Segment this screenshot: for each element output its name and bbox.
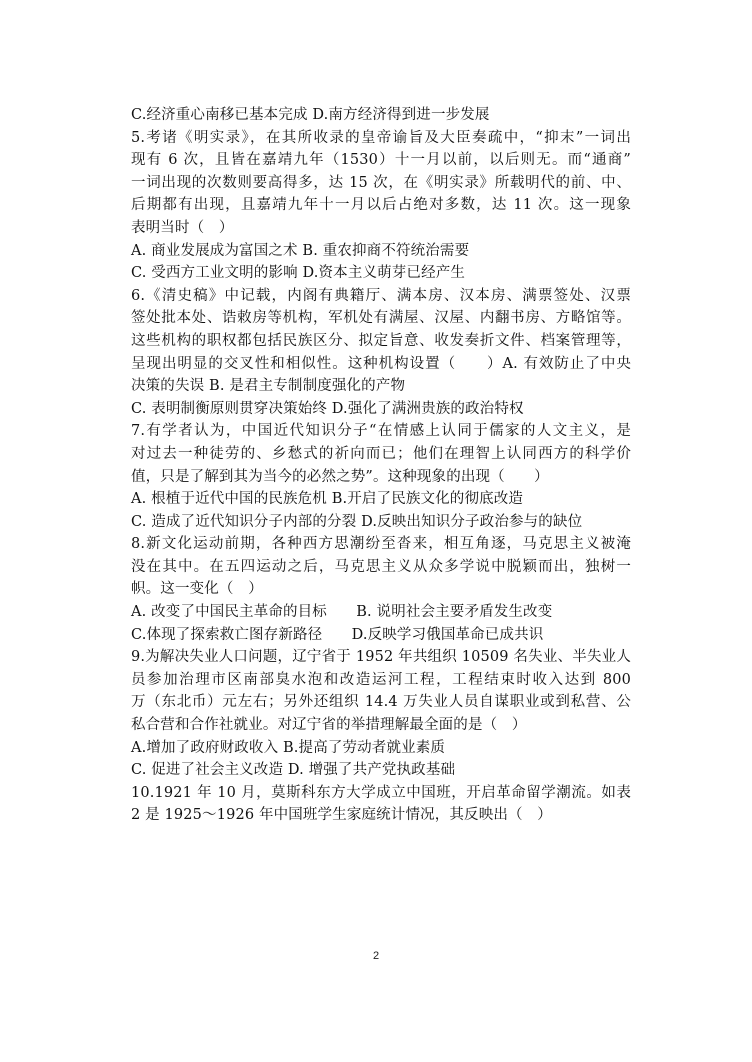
option-line-q6-cd: C. 表明制衡原则贯穿决策始终 D.强化了满洲贵族的政治特权	[131, 400, 524, 417]
question-5-line-1: 5.考诸《明实录》，在其所收录的皇帝谕旨及大臣奏疏中，“抑末”一词出	[131, 129, 631, 146]
option-line-q8-ab: A. 改变了中国民主革命的目标 B. 说明社会主要矛盾发生改变	[131, 604, 553, 621]
question-10-line-1: 10.1921 年 10 月，莫斯科东方大学成立中国班，开启革命留学潮流。如表	[131, 784, 631, 801]
question-5-line-5: 表明当时（ ）	[131, 219, 234, 236]
option-line-q8-cd: C.体现了探索救亡图存新路径 D.反映学习俄国革命已成共识	[131, 626, 544, 643]
question-7-line-2: 对过去一种徒劳的、乡愁式的祈向而已；他们在理智上认同西方的科学价	[131, 445, 631, 462]
option-line-q7-ab: A. 根植于近代中国的民族危机 B.开启了民族文化的彻底改造	[131, 491, 524, 508]
question-5-line-2: 现有 6 次，且皆在嘉靖九年（1530）十一月以前，以后则无。而“通商”	[131, 152, 631, 169]
question-7-line-1: 7.有学者认为，中国近代知识分子“在情感上认同于儒家的人文主义，是	[131, 423, 631, 440]
question-8-line-2: 没在其中。在五四运动之后，马克思主义从众多学说中脱颖而出，独树一	[131, 558, 631, 575]
option-line-q4-cd: C.经济重心南移已基本完成 D.南方经济得到进一步发展	[131, 107, 490, 123]
question-6-line-3: 这些机构的职权都包括民族区分、拟定旨意、收发奏折文件、档案管理等，	[131, 332, 631, 349]
option-line-q5-ab: A. 商业发展成为富国之术 B. 重农抑商不符统治需要	[131, 242, 470, 259]
page-number: 2	[372, 950, 380, 962]
question-6-line-2: 签处批本处、诰敕房等机构，军机处有满屋、汉屋、内翻书房、方略馆等。	[131, 310, 631, 327]
question-8-line-1: 8.新文化运动前期，各种西方思潮纷至沓来，相互角逐，马克思主义被淹	[131, 536, 631, 553]
question-9-line-4: 私合营和合作社就业。对辽宁省的举措理解最全面的是（ ）	[131, 717, 527, 734]
question-6-line-1: 6.《清史稿》中记载，内阁有典籍厅、满本房、汉本房、满票签处、汉票	[131, 287, 631, 304]
question-9-line-1: 9.为解决失业人口问题，辽宁省于 1952 年共组织 10509 名失业、半失业人	[131, 649, 631, 666]
question-10-line-2: 2 是 1925～1926 年中国班学生家庭统计情况，其反映出（ ）	[131, 807, 552, 824]
question-8-line-3: 帜。这一变化（ ）	[131, 581, 263, 598]
question-9-line-3: 万（东北币）元左右；另外还组织 14.4 万失业人员自谋职业或到私营、公	[131, 694, 631, 711]
question-6-line-5: 决策的失误 B. 是君主专制制度强化的产物	[131, 378, 406, 395]
option-line-q5-cd: C. 受西方工业文明的影响 D.资本主义萌芽已经产生	[131, 265, 466, 282]
question-5-line-3: 一词出现的次数则要高得多，达 15 次，在《明实录》所载明代的前、中、	[131, 174, 631, 191]
question-7-line-3: 值，只是了解到其为当今的必然之势”。这种现象的出现（ ）	[131, 468, 549, 485]
exam-text-block	[131, 104, 631, 827]
question-6-line-4: 呈现出明显的交叉性和相似性。这种机构设置（ ）A. 有效防止了中央	[131, 355, 631, 372]
option-line-q7-cd: C. 造成了近代知识分子内部的分裂 D.反映出知识分子政治参与的缺位	[131, 513, 583, 530]
option-line-q9-ab: A.增加了政府财政收入 B.提高了劳动者就业素质	[131, 739, 446, 756]
option-line-q9-cd: C. 促进了社会主义改造 D. 增强了共产党执政基础	[131, 762, 456, 779]
question-9-line-2: 员参加治理市区南部臭水泡和改造运河工程，工程结束时收入达到 800	[131, 671, 631, 688]
question-5-line-4: 后期都有出现，且嘉靖九年十一月以后占绝对多数，达 11 次。这一现象	[131, 197, 631, 214]
